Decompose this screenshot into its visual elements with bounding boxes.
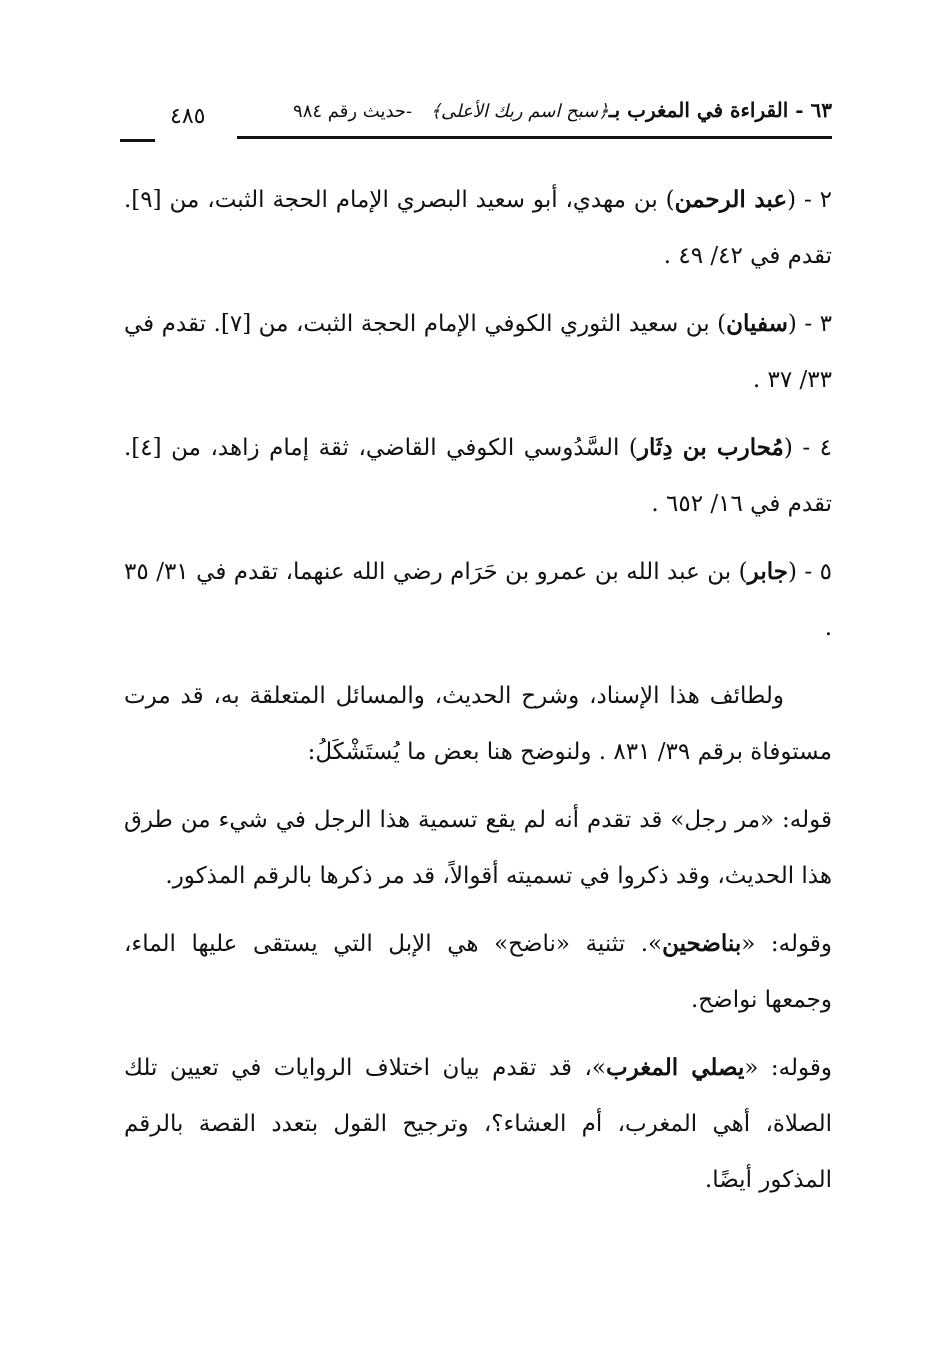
narrator-entry: ٥ - (جابر) بن عبد الله بن عمرو بن حَرَام رضي الله عنهما، تقدم في ٣١/ ٣٥ . xyxy=(124,558,833,641)
header-rule-short xyxy=(120,139,155,142)
narrator-name: مُحارب بن دِثَار xyxy=(637,434,784,461)
commentary-paragraph: وقوله: «يصلي المغرب»، قد تقدم بيان اختلاف الروايات في تعيين تلك الصلاة، أهي المغرب، أم العشاء؟، وترجيح القول بتعدد القصة بالرقم المذكور أيضًا. xyxy=(124,1054,832,1193)
chapter-title xyxy=(293,98,832,122)
narrator-name: عبد الرحمن xyxy=(674,186,788,213)
header-rule xyxy=(237,136,832,139)
page-number: ٤٨٥ xyxy=(170,104,206,129)
hadith-number: -حديث رقم ٩٨٤ xyxy=(293,101,413,122)
narrator-name: جابر xyxy=(747,558,788,585)
commentary-paragraph: وقوله: «بناضحين». تثنية «ناضح» هي الإبل التي يستقى عليها الماء، وجمعها نواضح. xyxy=(124,930,832,1013)
intro-paragraph: ولطائف هذا الإسناد، وشرح الحديث، والمسائل المتعلقة به، قد مرت مستوفاة برقم ٣٩/ ٨٣١ . ولنوضح هنا بعض ما يُستَشْكَلُ: xyxy=(124,683,832,765)
verse-reference: ﴿سبح اسم ربك الأعلى﴾ xyxy=(430,101,609,122)
narrator-entry: ٣ - (سفيان) بن سعيد الثوري الكوفي الإمام الحجة الثبت، من [٧]. تقدم في ٣٣/ ٣٧ . xyxy=(124,310,833,393)
narrator-name: سفيان xyxy=(726,310,788,337)
narrator-entry: ٤ - (مُحارب بن دِثَار) السَّدُوسي الكوفي القاضي، ثقة إمام زاهد، من [٤]. تقدم في ١٦/ ٦٥٢ . xyxy=(124,434,833,517)
chapter-title-main: ٦٣ - القراءة في المغرب بـ xyxy=(608,98,832,122)
commentary-paragraph: قوله: «مر رجل» قد تقدم أنه لم يقع تسمية هذا الرجل في شيء من طرق هذا الحديث، وقد ذكروا في تسميته أقوالاً، قد مر ذكرها بالرقم المذكور. xyxy=(124,807,832,889)
running-header xyxy=(120,96,832,136)
quoted-term: يصلي المغرب xyxy=(605,1054,745,1081)
narrator-entry: ٢ - (عبد الرحمن) بن مهدي، أبو سعيد البصري الإمام الحجة الثبت، من [٩]. تقدم في ٤٢/ ٤٩ . xyxy=(124,186,832,269)
quoted-term: بناضحين xyxy=(662,930,742,957)
page-body xyxy=(124,172,832,1220)
